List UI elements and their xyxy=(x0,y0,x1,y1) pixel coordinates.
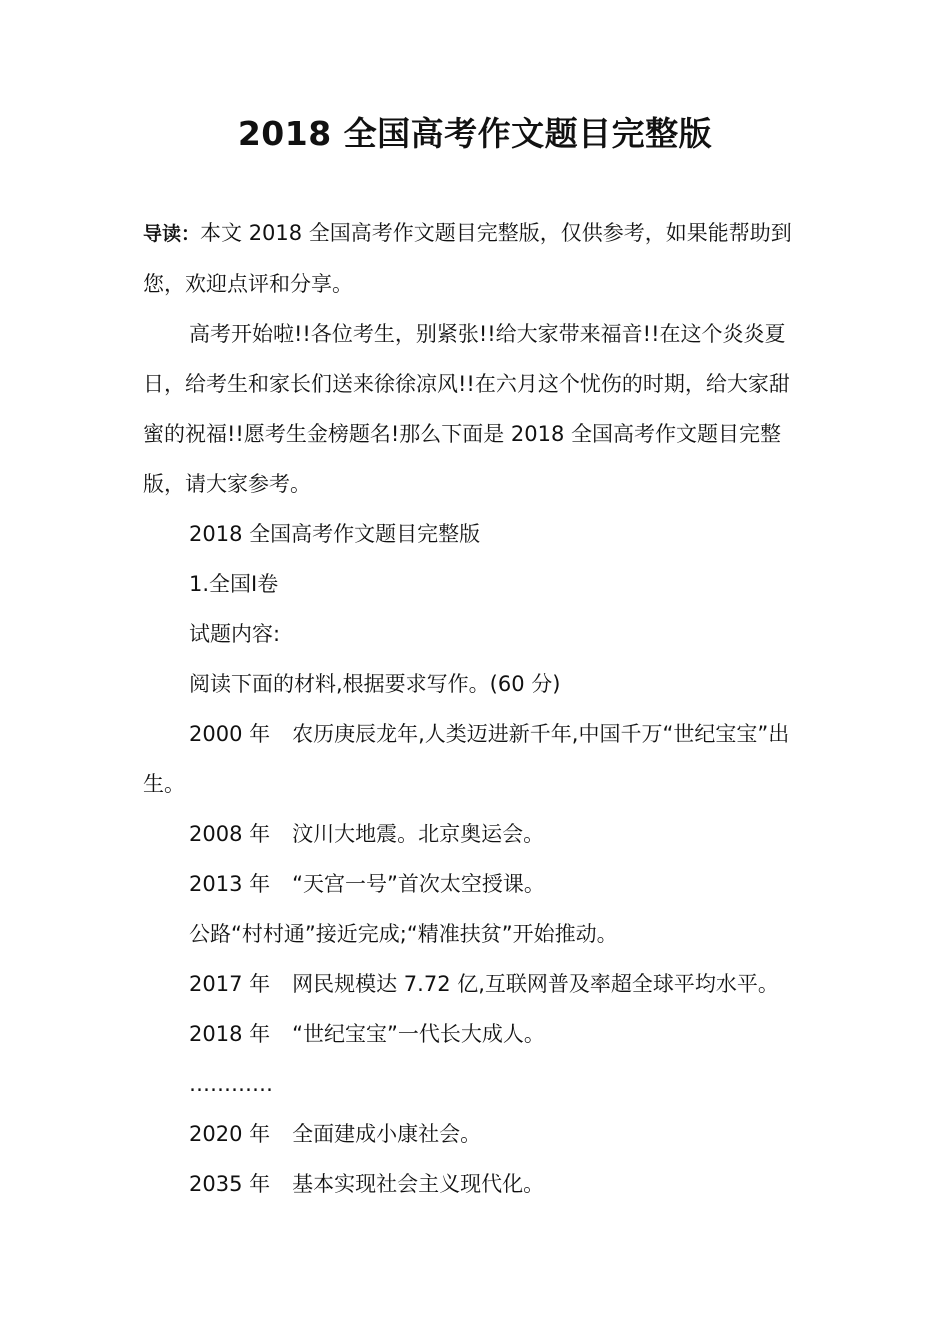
timeline-event: ………… xyxy=(189,1072,273,1096)
timeline-event: 基本实现社会主义现代化。 xyxy=(292,1172,545,1196)
timeline-event: “天宫一号”首次太空授课。 xyxy=(292,872,545,896)
timeline-year: 2017 年 xyxy=(189,972,271,996)
timeline-year: 2020 年 xyxy=(189,1122,271,1146)
timeline-item xyxy=(143,859,808,909)
paper-name: 1.全国Ⅰ卷 xyxy=(189,572,279,596)
timeline-year: 2008 年 xyxy=(189,822,271,846)
timeline-item xyxy=(143,959,808,1009)
timeline-item xyxy=(143,709,808,809)
intro-paragraph xyxy=(143,208,808,309)
section-title: 2018 全国高考作文题目完整版 xyxy=(189,522,481,546)
timeline-year: 2000 年 xyxy=(189,722,271,746)
timeline-item xyxy=(143,909,808,959)
timeline-item xyxy=(143,1009,808,1059)
timeline-item xyxy=(143,809,808,859)
instruction: 阅读下面的材料,根据要求写作。(60 分) xyxy=(189,672,561,696)
timeline-event: 汶川大地震。北京奥运会。 xyxy=(292,822,545,846)
timeline-event: 农历庚辰龙年,人类迈进新千年,中国千万“世纪宝宝”出生。 xyxy=(143,722,790,796)
timeline-year: 2013 年 xyxy=(189,872,271,896)
timeline-year: 2035 年 xyxy=(189,1172,271,1196)
timeline-ellipsis xyxy=(143,1059,808,1109)
timeline-event: 网民规模达 7.72 亿,互联网普及率超全球平均水平。 xyxy=(292,972,779,996)
content-label: 试题内容: xyxy=(189,622,281,646)
timeline-event: 全面建成小康社会。 xyxy=(292,1122,482,1146)
intro-text: 本文 2018 全国高考作文题目完整版，仅供参考，如果能帮助到您，欢迎点评和分享。 xyxy=(143,221,792,296)
timeline-item xyxy=(143,1109,808,1159)
paragraph-1: 高考开始啦!!各位考生，别紧张!!给大家带来福音!!在这个炎炎夏日，给考生和家长们送来徐徐凉风!!在六月这个忧伤的时期，给大家甜蜜的祝福!!愿考生金榜题名!那么下面是 2018 全国高考作文题目完整版，请大家参考。 xyxy=(143,322,790,496)
timeline-year: 2018 年 xyxy=(189,1022,271,1046)
intro-label: 导读： xyxy=(143,223,201,245)
document-title: 2018 全国高考作文题目完整版 xyxy=(237,114,713,153)
document-body xyxy=(143,208,808,1209)
timeline-event: 公路“村村通”接近完成;“精准扶贫”开始推动。 xyxy=(189,922,618,946)
timeline-event: “世纪宝宝”一代长大成人。 xyxy=(292,1022,545,1046)
timeline-item xyxy=(143,1159,808,1209)
